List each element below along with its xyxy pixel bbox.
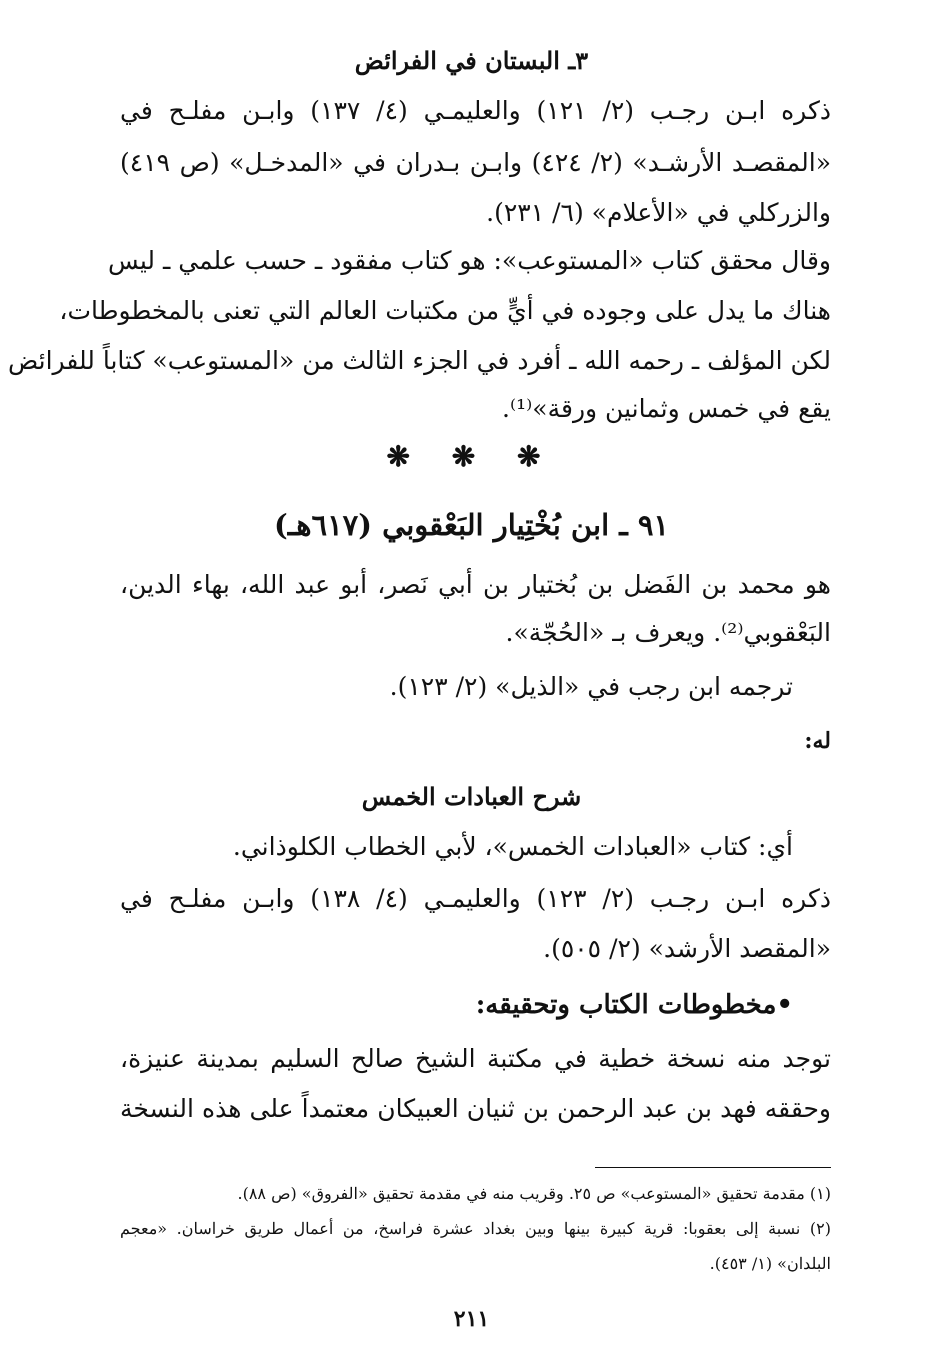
paragraph-line: وقال محقق كتاب «المستوعب»: هو كتاب مفقود ـ حسب علمي ـ ليس bbox=[108, 246, 831, 275]
separator-stars: ❋ ❋ ❋ bbox=[386, 440, 557, 473]
paragraph-line: هناك ما يدل على وجوده في أيٍّ من مكتبات العالم التي تعنى بالمخطوطات، bbox=[59, 296, 831, 325]
entry-title: ٩١ ـ ابن بُخْتِيار البَعْقوبي (٦١٧هـ) bbox=[274, 508, 669, 542]
manuscripts-heading: •مخطوطات الكتاب وتحقيقه: bbox=[475, 990, 793, 1020]
page-number: ٢١١ bbox=[453, 1306, 490, 1332]
footnote-1: (١) مقدمة تحقيق «المستوعب» ص ٢٥. وقريب منه في مقدمة تحقيق «الفروق» (ص ٨٨). bbox=[237, 1184, 831, 1203]
book-reference-line: «المقصد الأرشد» (٢/ ٥٠٥). bbox=[543, 934, 831, 963]
paragraph-line: «المقصـد الأرشـد» (٢/ ٤٢٤) وابـن بـدران في «المدخـل» (ص ٤١٩) bbox=[120, 148, 831, 177]
bio-line: البَعْقوبي⁽²⁾. ويعرف بـ «الحُجّة». bbox=[505, 618, 831, 647]
section-heading: ٣ـ البستان في الفرائض bbox=[354, 46, 589, 75]
bio-line: هو محمد بن الفَضل بن بُختيار بن أبي نَصر، أبو عبد الله، بهاء الدين، bbox=[120, 570, 831, 599]
translation-ref: ترجمه ابن رجب في «الذيل» (٢/ ١٢٣). bbox=[389, 672, 793, 701]
paragraph-line: لكن المؤلف ـ رحمه الله ـ أفرد في الجزء الثالث من «المستوعب» كتاباً للفرائض bbox=[8, 346, 831, 375]
paragraph-line: والزركلي في «الأعلام» (٦/ ٢٣١). bbox=[486, 198, 831, 227]
manuscripts-line: وحققه فهد بن عبد الرحمن بن ثنيان العبيكان معتمداً على هذه النسخة bbox=[120, 1094, 831, 1123]
manuscripts-line: توجد منه نسخة خطية في مكتبة الشيخ صالح السليم بمدينة عنيزة، bbox=[120, 1044, 831, 1073]
footnote-2: (٢) نسبة إلى بعقوبا: قرية كبيرة بينها وبين بغداد عشرة فراسخ، من أعمال طريق خراسان. «معجم bbox=[120, 1219, 831, 1238]
paragraph-line: ذكره ابـن رجـب (٢/ ١٢١) والعليمـي (٤/ ١٣٧) وابـن مفلـح في bbox=[120, 96, 831, 125]
paragraph-line: يقع في خمس وثمانين ورقة»⁽¹⁾. bbox=[502, 394, 831, 423]
footnote-divider bbox=[595, 1167, 831, 1168]
book-reference-line: ذكره ابـن رجـب (٢/ ١٢٣) والعليمـي (٤/ ١٣٨) وابـن مفلـح في bbox=[120, 884, 831, 913]
book-heading: شرح العبادات الخمس bbox=[361, 782, 582, 811]
footnote-2-continued: البلدان» (١/ ٤٥٣). bbox=[709, 1254, 831, 1273]
lahu-label: له: bbox=[804, 728, 831, 754]
book-description: أي: كتاب «العبادات الخمس»، لأبي الخطاب الكلوذاني. bbox=[232, 832, 793, 861]
